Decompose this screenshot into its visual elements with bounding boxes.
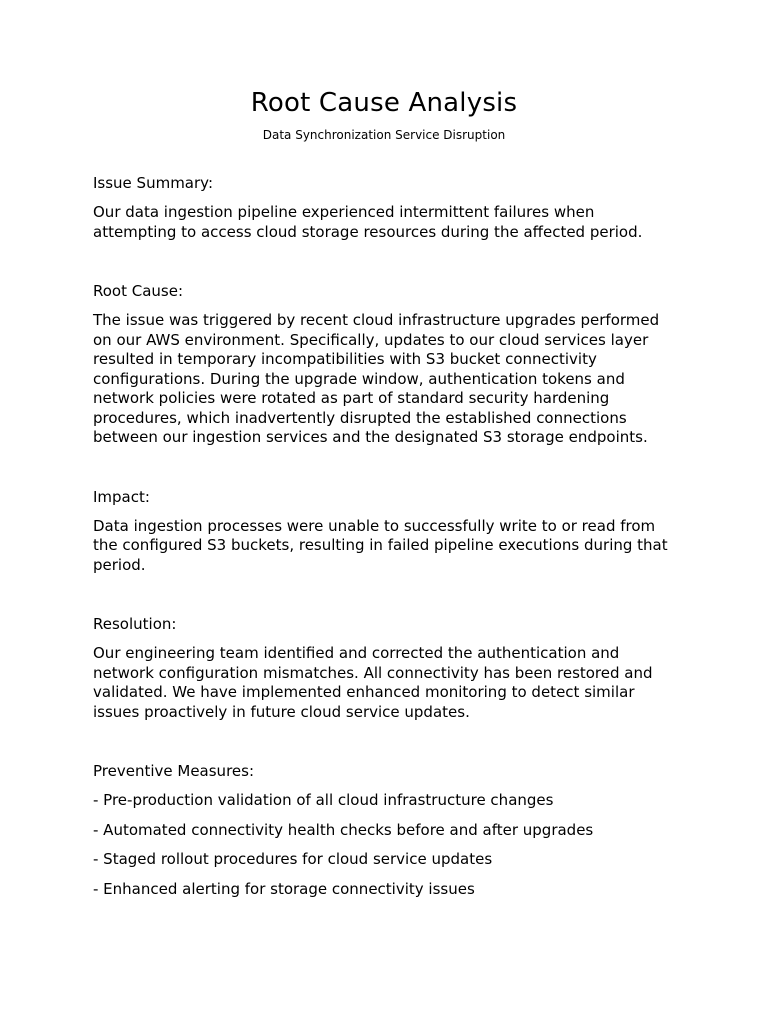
section-issue-summary [93, 174, 675, 242]
section-body: Our engineering team identified and corrected the authentication and network configuration mismatches. All connectivity has been restored and validated. We have implemented enhanced monitoring to detect similar issues proactively in future cloud service updates. [93, 644, 653, 721]
section-body: Our data ingestion pipeline experienced intermittent failures when attempting to access cloud storage resources during the affected period. [93, 203, 643, 241]
section-heading: Issue Summary: [93, 174, 214, 192]
section-heading: Resolution: [93, 615, 177, 633]
section-resolution [93, 615, 675, 722]
list-item: - Pre-production validation of all cloud infrastructure changes [93, 791, 554, 809]
list-item: - Automated connectivity health checks before and after upgrades [93, 820, 594, 839]
list-item: - Enhanced alerting for storage connectivity issues [93, 879, 475, 898]
section-body: Data ingestion processes were unable to successfully write to or read from the configured S3 buckets, resulting in failed pipeline executions during that period. [93, 516, 668, 574]
section-heading: Impact: [93, 487, 150, 506]
page-title: Root Cause Analysis [250, 88, 518, 118]
page-subtitle: Data Synchronization Service Disruption [262, 128, 506, 142]
section-heading: Preventive Measures: [93, 762, 255, 780]
preventive-measures-list [93, 791, 675, 899]
section-preventive-measures [93, 762, 675, 899]
section-body: The issue was triggered by recent cloud infrastructure upgrades performed on our AWS environment. Specifically, updates to our cloud services layer resulted in temporary incompatibilities with S3 bucket connectivity configurations. During the upgrade window, authentication tokens and network policies were rotated as part of standard security hardening procedures, which inadvertently disrupted the established connections between our ingestion services and the designated S3 storage endpoints. [93, 311, 660, 446]
section-heading: Root Cause: [93, 282, 184, 300]
list-item: - Staged rollout procedures for cloud service updates [93, 850, 493, 868]
section-root-cause [93, 282, 675, 448]
section-impact [93, 488, 675, 576]
